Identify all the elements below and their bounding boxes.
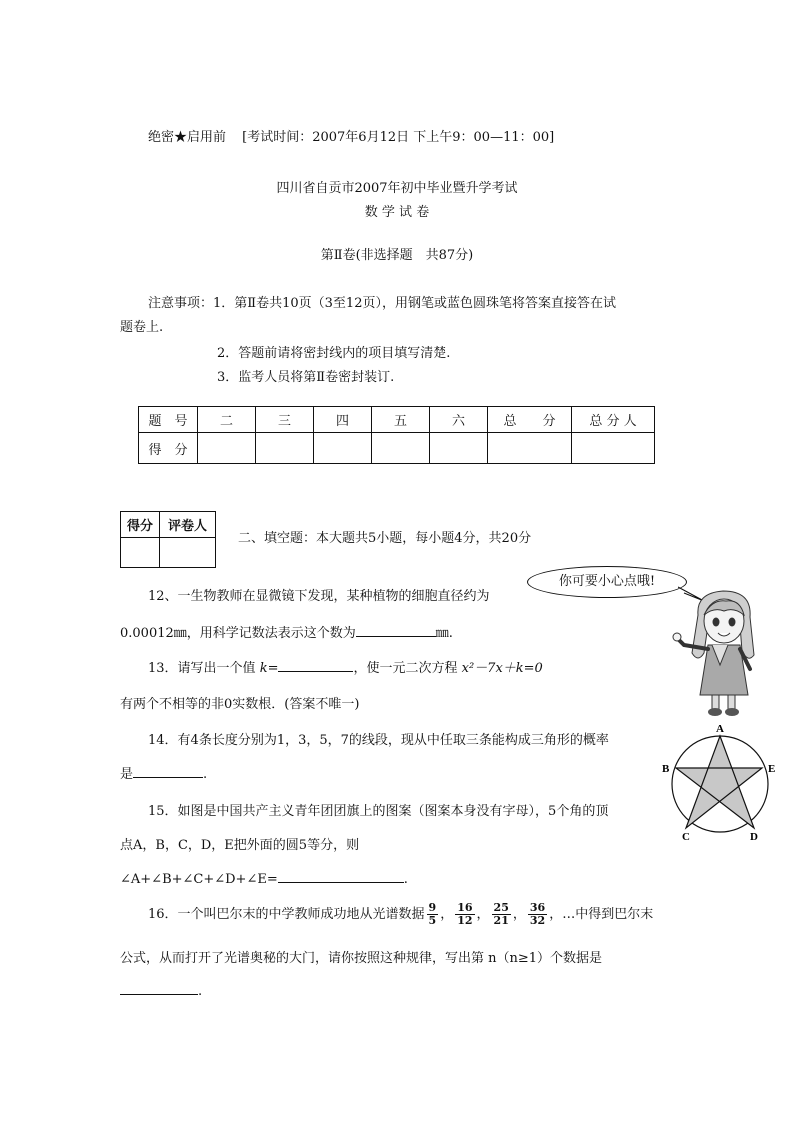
score-table [138,406,655,464]
notes-item-3: 3．监考人员将第Ⅱ卷密封装订. [217,370,395,385]
q15-angle-sum: ∠A+∠B+∠C+∠D+∠E= [120,872,278,887]
exam-header-line [148,126,554,145]
paper-section-title: 第Ⅱ卷(非选择题 共87分) [320,248,474,263]
q15-answer-blank[interactable] [278,870,404,883]
fraction-numerator: 36 [529,901,546,914]
score-cell[interactable] [572,433,655,464]
star-circle-figure [656,720,786,842]
q13-line-1 [148,657,543,676]
q16-line-2: 公式，从而打开了光谱奥秘的大门，请你按照这种规律，写出第 n（n≥1）个数据是 [120,951,603,966]
star-label-a: A [716,723,724,735]
score-table-header-row [139,407,655,433]
q13-text-b: ，使一元二次方程 [353,661,462,676]
q16-fraction [427,902,439,927]
grader-table [120,511,216,568]
q16-sep: ， [440,907,454,922]
q16-sep: ， [512,907,526,922]
exam-title: 四川省自贡市2007年初中毕业暨升学考试 [276,181,518,196]
q13-k: k [259,661,268,676]
q16-fraction [455,902,474,927]
score-table-score-row [139,433,655,464]
exam-time: [考试时间：2007年6月12日 下上午9：00—11：00] [242,130,555,145]
q13-equation: x²－7x＋k=0 [461,661,543,676]
grader-score-cell[interactable] [121,538,160,568]
q14-period: . [203,767,208,782]
q13-text-a: 13．请写出一个值 [148,661,260,676]
fraction-denominator: 21 [493,914,509,927]
q15-period: . [403,872,408,887]
q16-period: . [198,984,203,999]
exam-subject: 数 学 试 卷 [364,205,430,220]
cartoon-girl-illustration [668,585,778,720]
q16-text-b: ，…中得到巴尔末 [549,907,654,922]
q14-line-1: 14．有4条长度分别为1，3，5，7的线段，现从中任取三条能构成三角形的概率 [148,733,609,748]
star-label-e: E [768,763,776,775]
score-header-cell: 题 号 [139,407,198,433]
q16-answer-blank[interactable] [120,982,198,995]
star-label-d: D [750,831,758,842]
score-cell[interactable] [256,433,314,464]
score-header-cell: 六 [430,407,488,433]
score-header-cell: 二 [198,407,256,433]
score-header-cell: 总 分 人 [572,407,655,433]
star-label-b: B [662,763,670,775]
star-label-c: C [682,831,690,842]
q12-line-2 [120,622,453,641]
q12-text: 0.00012㎜，用科学记数法表示这个数为 [120,626,356,641]
q14-text: 是 [120,767,134,782]
q16-fraction [528,902,547,927]
q12-line-1: 12、一生物教师在显微镜下发现，某种植物的细胞直径约为 [148,589,490,604]
grader-name-label: 评卷人 [160,512,216,538]
q15-line-1: 15．如图是中国共产主义青年团团旗上的图案（图案本身没有字母），5个角的顶 [148,804,609,819]
notes-item-2: 2．答题前请将密封线内的项目填写清楚. [217,346,451,361]
section-2-heading: 二、填空题：本大题共5小题，每小题4分，共20分 [238,531,532,546]
q13-equals: = [267,661,279,676]
fraction-denominator: 32 [529,914,546,927]
q15-line-2: 点A，B，C，D，E把外面的圆5等分，则 [120,838,360,853]
score-header-cell: 三 [256,407,314,433]
q16-sep: ， [476,907,490,922]
q15-line-3 [120,870,408,887]
fraction-denominator: 12 [457,914,473,927]
speech-bubble-text: 你可要小心点哦! [558,574,656,589]
score-cell[interactable] [488,433,572,464]
grader-name-cell[interactable] [160,538,216,568]
score-header-cell: 四 [314,407,372,433]
notes-lead-cont: 题卷上. [120,320,164,335]
notes-lead: 注意事项：1．第Ⅱ卷共10页（3至12页），用钢笔或蓝色圆珠笔将答案直接答在试 [148,296,616,311]
fraction-numerator: 16 [457,901,473,914]
score-header-cell: 五 [372,407,430,433]
score-header-cell: 总 分 [488,407,572,433]
fraction-numerator: 9 [428,901,437,914]
q13-line-2: 有两个不相等的非0实数根．(答案不唯一) [120,697,360,712]
q12-answer-blank[interactable] [356,624,436,637]
fraction-numerator: 25 [493,901,509,914]
score-cell[interactable] [198,433,256,464]
q16-line-1 [148,902,653,927]
q16-line-3 [120,982,202,999]
score-cell[interactable] [372,433,430,464]
score-cell[interactable] [430,433,488,464]
q16-text-a: 16．一个叫巴尔末的中学教师成功地从光谱数据 [148,907,425,922]
q13-answer-blank[interactable] [278,659,353,672]
score-row-label: 得 分 [139,433,198,464]
grader-score-label: 得分 [121,512,160,538]
secret-label: 绝密★启用前 [148,130,227,145]
score-cell[interactable] [314,433,372,464]
q14-line-2 [120,763,207,782]
speech-bubble [527,566,687,598]
q14-answer-blank[interactable] [133,765,203,778]
fraction-denominator: 5 [428,914,437,927]
q16-fraction [492,902,511,927]
q12-unit: ㎜. [435,626,453,641]
